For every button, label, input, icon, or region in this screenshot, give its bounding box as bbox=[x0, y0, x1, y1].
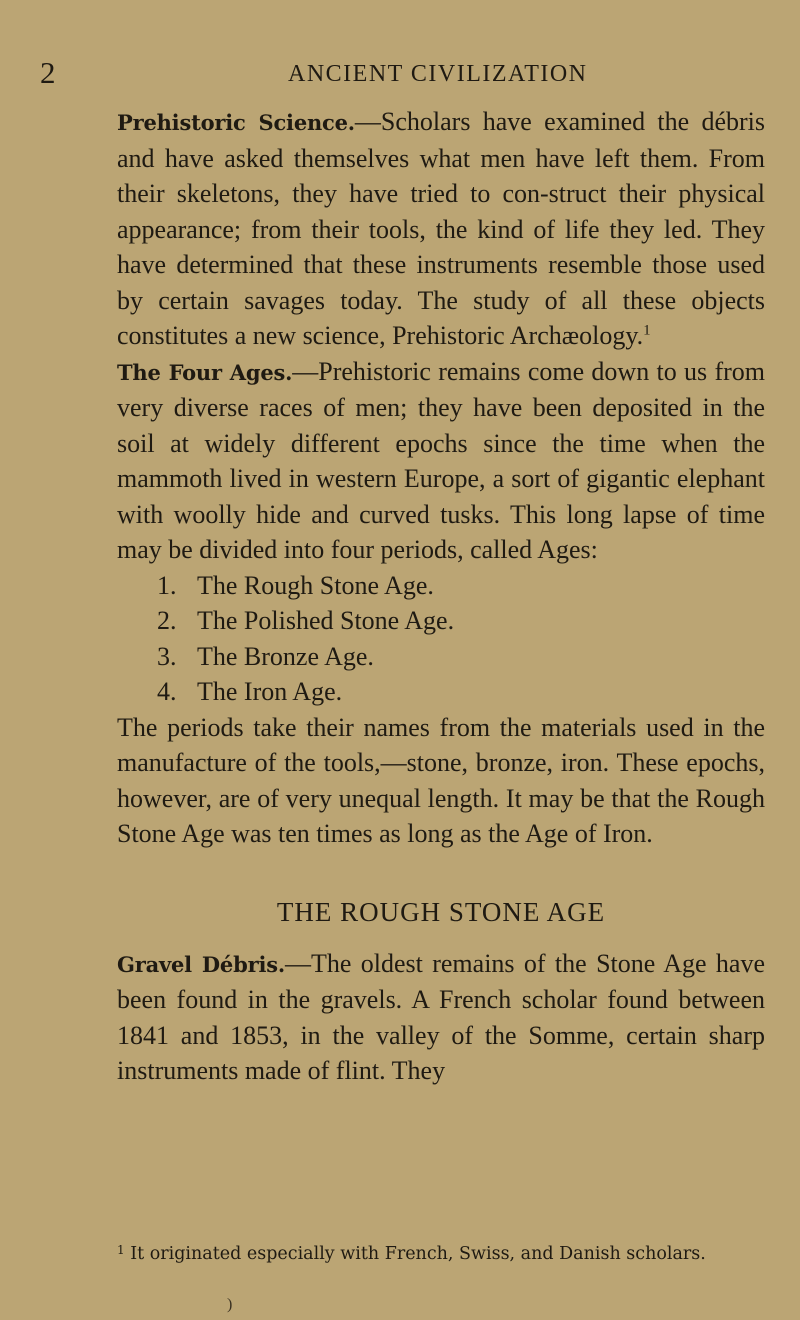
paragraph-text: —Prehistoric remains come down to us from very diverse races of men; they have been deposited in the soil at widely different epochs since the time when the mammoth lived in western Europe, a sort of gigantic elephant with woolly hide and curved tusks. This long lapse of time may be divided into four periods, called Ages: bbox=[117, 356, 765, 564]
paragraph-periods: The periods take their names from the materials used in the manufacture of the tools,—stone, bronze, iron. These epochs, however, are of very unequal length. It may be that the Rough Stone Age was ten times as long as the Age of Iron. bbox=[117, 712, 765, 848]
paragraph-text: —Scholars have examined the débris and have asked themselves what men have left them. From their skeletons, they have tried to con-struct their physical appearance; from their tools, the kind of life they led. They have determined that these instruments resemble those used by certain savages today. The study of all these objects constitutes a new science, Prehistoric Archæology. bbox=[117, 107, 765, 350]
footnote-ref: 1 bbox=[643, 322, 651, 339]
body-text bbox=[117, 104, 765, 1089]
ages-list bbox=[117, 568, 765, 710]
list-number: 3. bbox=[157, 641, 177, 671]
paragraph-lead: Gravel Débris. bbox=[117, 951, 285, 977]
list-item bbox=[117, 568, 765, 604]
list-number: 1. bbox=[157, 570, 177, 600]
paragraph-four-ages bbox=[117, 354, 765, 568]
footnote bbox=[117, 1237, 765, 1267]
list-label: The Polished Stone Age. bbox=[197, 606, 455, 635]
page-header bbox=[0, 55, 800, 95]
footnote-mark: 1 bbox=[117, 1243, 125, 1257]
list-label: The Rough Stone Age. bbox=[197, 570, 434, 600]
paragraph-prehistoric-science bbox=[117, 104, 765, 354]
paragraph-lead: Prehistoric Science. bbox=[117, 110, 355, 135]
list-item bbox=[117, 674, 765, 710]
list-number: 4. bbox=[157, 677, 177, 706]
section-heading: THE ROUGH STONE AGE bbox=[276, 896, 606, 927]
footnote-text: It originated especially with French, Swiss, and Danish scholars. bbox=[130, 1244, 706, 1264]
list-number: 2. bbox=[157, 606, 177, 635]
list-item bbox=[117, 603, 765, 639]
list-label: The Bronze Age. bbox=[197, 641, 374, 671]
page-mark: ) bbox=[227, 1296, 233, 1313]
running-head: ANCIENT CIVILIZATION bbox=[288, 61, 588, 87]
paragraph-lead: The Four Ages. bbox=[117, 359, 293, 385]
list-item bbox=[117, 639, 765, 675]
paragraph-gravel-debris bbox=[117, 946, 765, 1089]
list-label: The Iron Age. bbox=[197, 677, 343, 706]
page-number: 2 bbox=[40, 55, 56, 90]
paragraph-text: —The oldest remains of the Stone Age have been found in the gravels. A French scholar found between 1841 and 1853, in the valley of the Somme, certain sharp instruments made of flint. They bbox=[117, 948, 765, 1085]
